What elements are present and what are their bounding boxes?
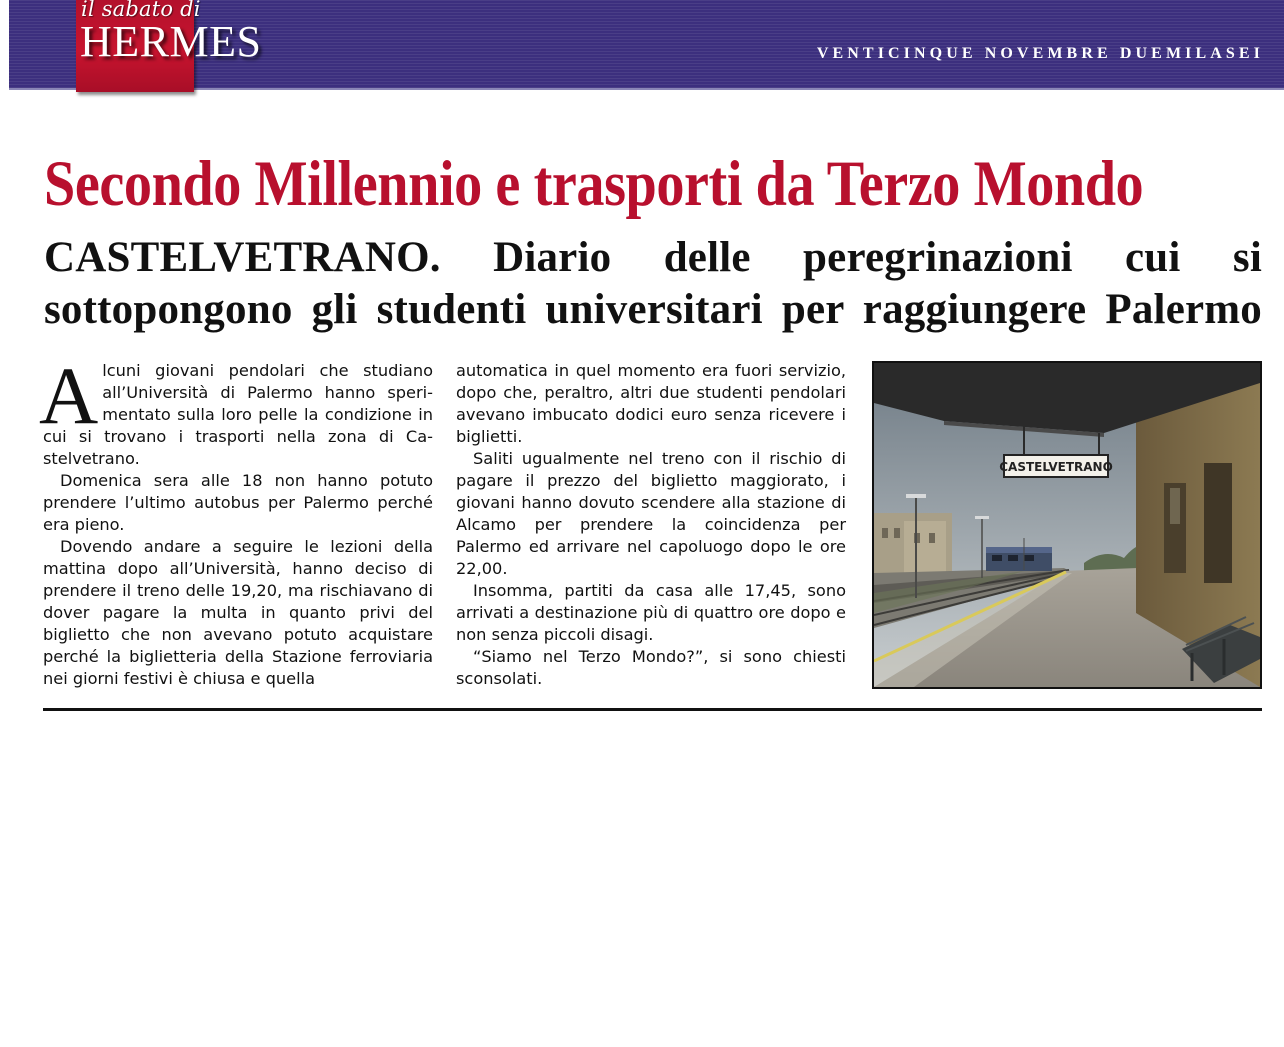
paragraph: Saliti ugualmente nel treno con il rischio di pagare il prezzo del biglietto maggiorato, i giovani hanno dovuto scendere alla stazione di Alcamo per prendere la coincidenza per Palermo ed arrivare nel capoluogo dopo le ore 22,00. bbox=[456, 449, 846, 578]
paragraph: automatica in quel momento era fuori servizio, dopo che, peraltro, altri due studenti pendolari avevano imbucato dodici euro senza ricevere i biglietti. bbox=[456, 361, 846, 446]
station-photo bbox=[872, 361, 1262, 689]
drop-cap: A bbox=[39, 350, 99, 441]
article-column-2 bbox=[456, 360, 846, 690]
paragraph: lcuni giovani pendolari che studiano all’Università di Palermo hanno sperimentato sulla loro pelle la condizione in cui si trovano i trasporti nella zona di Castelvetrano. bbox=[43, 361, 433, 468]
paragraph: Dovendo andare a seguire le lezioni della mattina dopo all’Università, hanno deciso di prendere il treno delle 19,20, ma rischiavano di dover pagare la multa in quanto privi del biglietto che non avevano potuto acquistare perché la biglietteria della Stazione ferroviaria nei giorni festivi è chiusa e quella bbox=[43, 537, 433, 688]
station-sign-text: CASTELVETRANO bbox=[999, 460, 1113, 474]
bottom-rule bbox=[43, 708, 1262, 711]
article-column-1 bbox=[39, 350, 433, 690]
paragraph: Insomma, partiti da casa alle 17,45, sono arrivati a destinazione più di quattro ore dopo e non senza piccoli disagi. bbox=[456, 581, 846, 644]
issue-date: VENTICINQUE NOVEMBRE DUEMILASEI bbox=[816, 45, 1264, 62]
logo-title: HERMES bbox=[80, 17, 262, 66]
masthead bbox=[9, 0, 1284, 90]
logo-subtitle: il sabato di bbox=[81, 0, 201, 21]
paragraph: “Siamo nel Terzo Mondo?”, si sono chiesti sconsolati. bbox=[456, 647, 846, 688]
paragraph: Domenica sera alle 18 non hanno potuto prendere l’ultimo autobus per Palermo perché era pieno. bbox=[43, 471, 433, 534]
article-headline: Secondo Millennio e trasporti da Terzo Mondo bbox=[44, 148, 1144, 220]
article-subheadline: CASTELVETRANO. Diario delle peregrinazioni cui si sottopongono gli studenti universitari per raggiungere Palermo bbox=[44, 234, 1262, 333]
